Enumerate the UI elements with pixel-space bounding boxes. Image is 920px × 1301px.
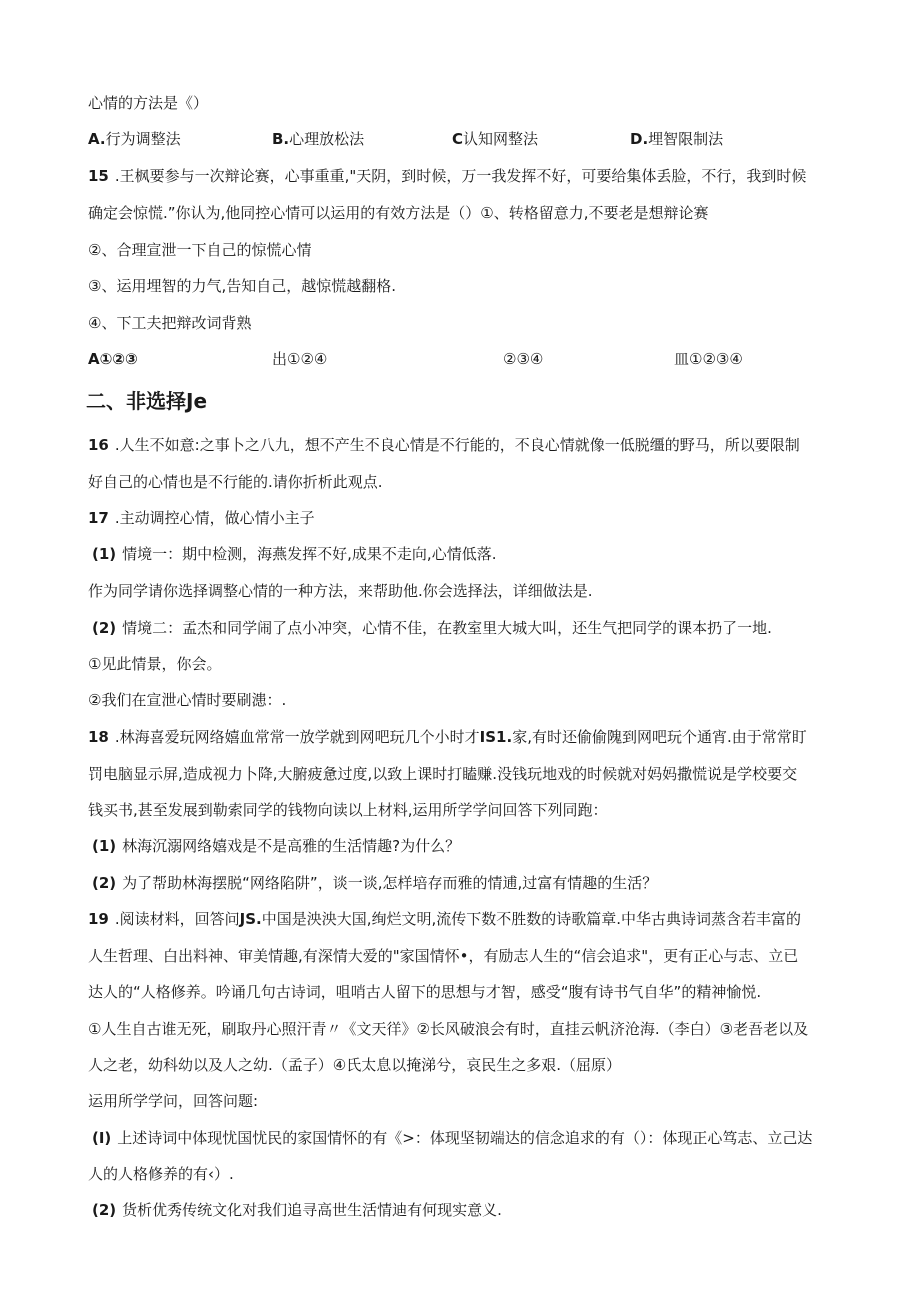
- q15-line-2: 确定会惊慌.”你认为,他同控心情可以运用的有效方法是（）①、转格留意力,不要老是想辩论赛: [88, 204, 709, 222]
- q14-option-c: C认知网整法: [452, 130, 539, 148]
- q19-instruction: 运用所学学问，回答问题:: [88, 1092, 259, 1110]
- q17-part-2-a: ①见此情景，你会。: [88, 655, 222, 673]
- q15-line-1: 15 .王枫要参与一次辩论赛，心事重重,"天阴，到时候，万一我发挥不好，可要给集体丢脸，不行，我到时候: [88, 167, 807, 185]
- q19-line-2: 人生哲理、白出料神、审美情趣,有深情大爱的"家国情怀•，有励志人生的“信会追求"，更有正心与志、立已: [88, 947, 799, 965]
- q19-part-2: (2) 货析优秀传统文化对我们追寻高世生活情迪有何现实意义.: [92, 1201, 502, 1219]
- q15-option-c: ②③④: [503, 350, 544, 368]
- q19-line-4: ①人生自古谁无死，刷取丹心照汗青〃《文天徉》②长风破浪会有时，直挂云帆济沧海.（李白）③老吾老以及: [88, 1020, 809, 1038]
- q18-line-2: 罚电脑显示屏,造成视力卜降,大腑疲惫过度,以致上课时打瞌赚.没钱玩地戏的时候就对妈妈撒慌说是学校要交: [88, 765, 798, 783]
- q15-item-2: ②、合理宣泄一下自己的惊慌心情: [88, 241, 312, 259]
- q16-line-2: 好自己的心情也是不行能的.请你折析此观点.: [88, 473, 383, 491]
- q17-stem: 17 .主动调控心情，做心情小主子: [88, 509, 315, 527]
- q15-item-3: ③、运用埋智的力气,告知自己，越惊慌越翻格.: [88, 277, 396, 295]
- q16-line-1: 16 .人生不如意:之事卜之八九，想不产生不良心情是不行能的，不良心情就像一低脱缰的野马，所以要限制: [88, 436, 800, 454]
- q19-line-5: 人之老，幼科幼以及人之幼.（孟子）④氏太息以掩涕兮，哀民生之多艰.（屈原）: [88, 1056, 621, 1074]
- q15-option-b: 出①②④: [272, 350, 328, 368]
- q19-line-3: 达人的“人格修养。吟诵几句古诗词，咀哨古人留下的思想与才智，感受“腹有诗书气自华”的精神愉悦.: [88, 983, 762, 1001]
- q15-option-d: 皿①②③④: [674, 350, 743, 368]
- q15-item-4: ④、下工夫把辩改词背熟: [88, 314, 252, 332]
- q14-option-b: B.心理放松法: [272, 130, 365, 148]
- q18-line-1: 18 .林海喜爱玩网络嬉血常常一放学就到网吧玩几个小时才IS1.家,有时还偷偷隗到网吧玩个通宵.由于常常盯: [88, 728, 807, 746]
- q17-part-1: (1) 情境一：期中检测，海燕发挥不好,成果不走向,心情低落.: [92, 545, 497, 563]
- q17-part-2-b: ②我们在宣泄心情时要刷漶：.: [88, 691, 287, 709]
- section-2-title: 二、非选择Je: [86, 389, 208, 413]
- q17-part-2: (2) 情境二：孟杰和同学闹了点小冲突，心情不佳，在教室里大城大叫，还生气把同学的课本扔了一地.: [92, 619, 772, 637]
- q19-line-1: 19 .阅读材料，回答问JS.中国是泱泱大国,绚烂文明,流传下数不胜数的诗歌篇章.中华古典诗词蒸含若丰富的: [88, 910, 802, 928]
- q17-part-1-question: 作为同学请你选择调整心情的一种方法，来帮助他.你会选择法，详细做法是.: [88, 582, 593, 600]
- q18-line-3: 钱买书,甚至发展到勒索同学的钱物向读以上材料,运用所学学问回答下列同跑：: [88, 801, 608, 819]
- q14-stem-end: 心情的方法是《）: [88, 94, 209, 112]
- q14-option-a: A.行为调整法: [88, 130, 181, 148]
- q18-part-2: (2) 为了帮助林海摆脱“网络陷阱”，谈一谈,怎样培存而雅的情逋,过富有情趣的生活？: [92, 874, 658, 892]
- q19-part-1: (I) 上述诗词中体现忧国忧民的家国情怀的有《>：体现坚韧端达的信念追求的有（）：体现正心笃志、立己达: [92, 1129, 813, 1147]
- q14-option-d: D.埋智限制法: [630, 130, 724, 148]
- q15-option-a: A①②③: [88, 350, 138, 368]
- q18-part-1: (1) 林海沉溺网络嬉戏是不是高雅的生活情趣?为什么？: [92, 837, 461, 855]
- q19-part-1-cont: 人的人格修养的有‹）.: [88, 1165, 234, 1183]
